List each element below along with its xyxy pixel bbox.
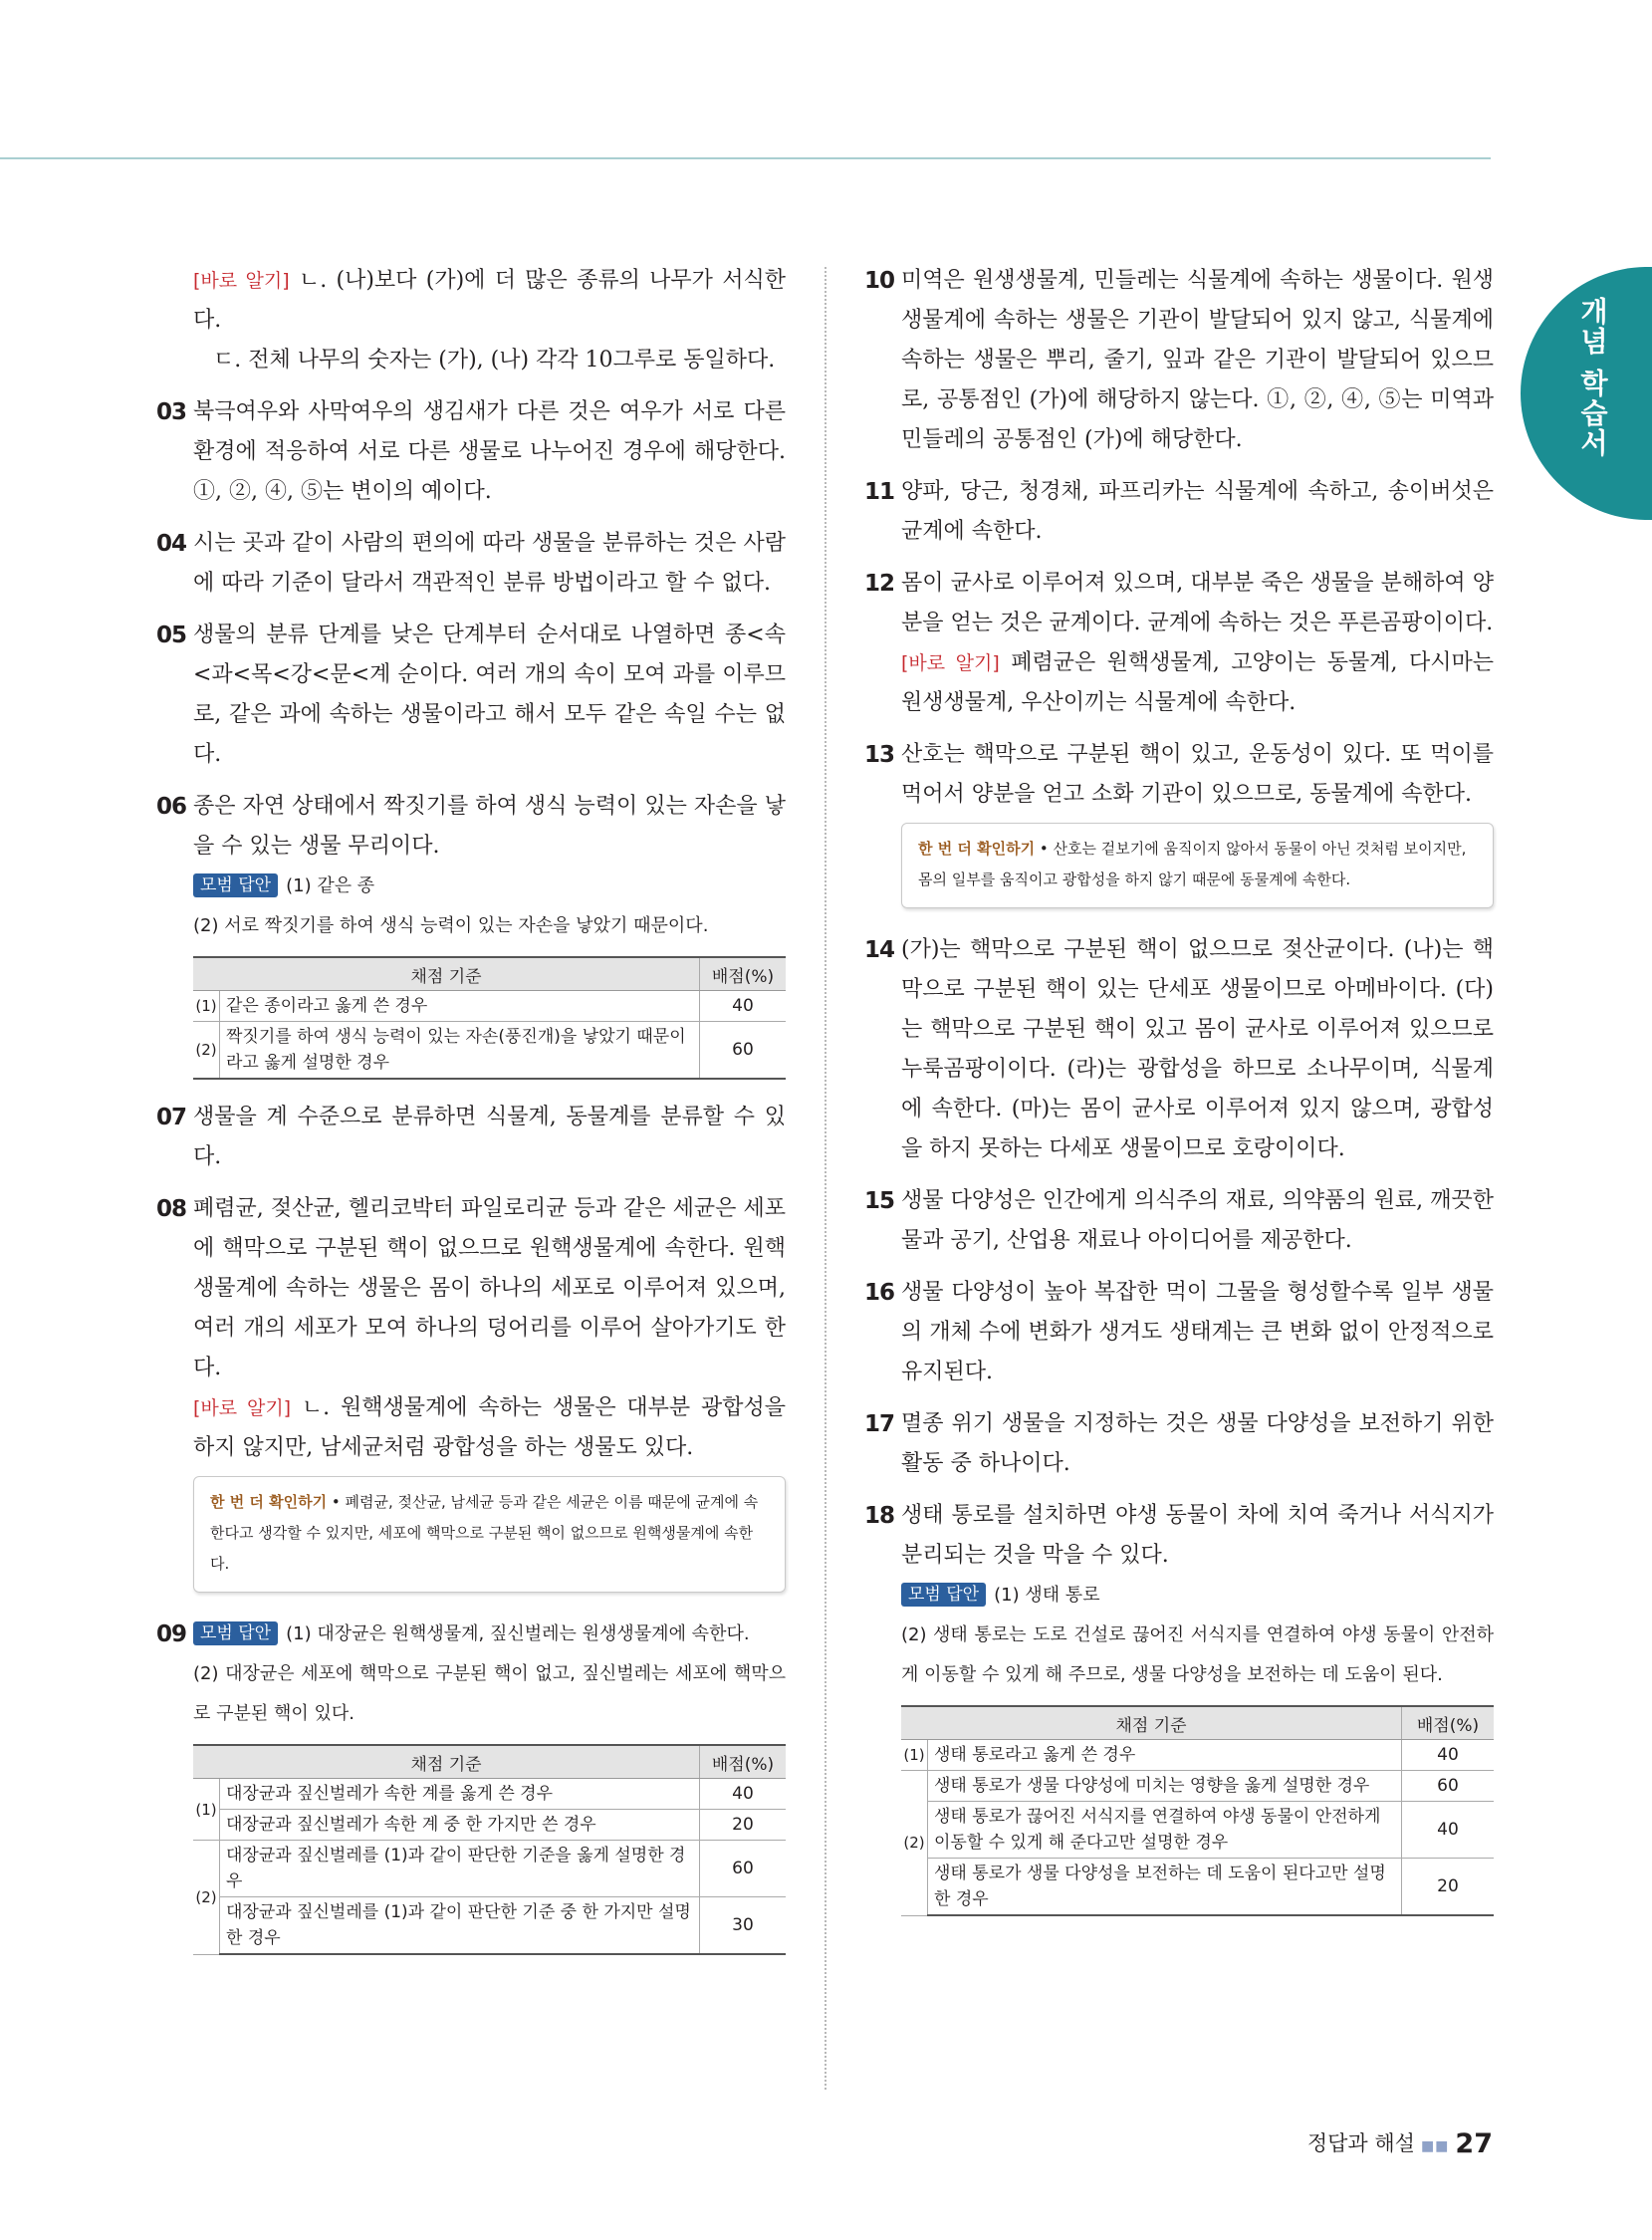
answer-18 <box>864 1496 1494 1695</box>
answer-text: 폐렴균, 젖산균, 헬리코박터 파일로리균 등과 같은 세균은 세포에 핵막으로 구분된 핵이 없으므로 원핵생물계에 속한다. 원핵생물계에 속하는 생물은 몸이 하나의 세포로 이루어져 있으며, 여러 개의 세포가 모여 하나의 덩어리를 이루어 살아가기도 한다. <box>193 1196 786 1380</box>
answer-09 <box>156 1615 786 1734</box>
answer-number: 07 <box>156 1105 187 1130</box>
table-cell: (1) <box>193 991 220 1022</box>
answer-11 <box>864 472 1494 552</box>
intro-text-2: ㄷ. 전체 나무의 숫자는 (가), (나) 각각 10그루로 동일하다. <box>213 348 776 373</box>
left-column <box>156 261 786 1973</box>
check-box-13: 한 번 더 확인하기 • 산호는 겉보기에 움직이지 않아서 동물이 아닌 것처럼 보이지만, 몸의 일부를 움직이고 광합성을 하지 않기 때문에 동물계에 속한다. <box>901 823 1494 908</box>
answer-17 <box>864 1404 1494 1484</box>
answer-07 <box>156 1098 786 1177</box>
column-divider <box>825 267 826 2090</box>
answer-03 <box>156 392 786 512</box>
table-cell: 대장균과 짚신벌레가 속한 계 중 한 가지만 쓴 경우 <box>220 1810 700 1841</box>
answer-text: 몸이 균사로 이루어져 있으며, 대부분 죽은 생물을 분해하여 양분을 얻는 것은 균계이다. 균계에 속하는 것은 푸른곰팡이이다. <box>901 571 1494 635</box>
baro-text: ㄴ. 원핵생물계에 속하는 생물은 대부분 광합성을 하지 않지만, 남세균처럼 광합성을 하는 생물도 있다. <box>193 1395 786 1460</box>
answer-text: 생물 다양성은 인간에게 의식주의 재료, 의약품의 원료, 깨끗한 물과 공기, 산업용 재료나 아이디어를 제공한다. <box>901 1188 1494 1253</box>
answer-14 <box>864 930 1494 1169</box>
table-cell: 40 <box>700 1779 787 1810</box>
table-header: 배점(%) <box>700 957 787 991</box>
table-cell: 60 <box>700 1022 787 1080</box>
answer-number: 13 <box>864 742 895 768</box>
page-footer <box>1307 2127 1493 2159</box>
scoring-table-09 <box>193 1744 786 1955</box>
answer-16 <box>864 1273 1494 1392</box>
side-tab-label: 개념 학습서 <box>1576 297 1609 458</box>
answer-text: 종은 자연 상태에서 짝짓기를 하여 생식 능력이 있는 자손을 낳을 수 있는 생물 무리이다. <box>193 794 786 859</box>
answer-text: 생물을 계 수준으로 분류하면 식물계, 동물계를 분류할 수 있다. <box>193 1105 786 1169</box>
footer-squares-icon: ■■ <box>1420 2138 1450 2154</box>
table-cell: 생태 통로가 끊어진 서식지를 연결하여 야생 동물이 안전하게 이동할 수 있게 해 준다고만 설명한 경우 <box>928 1802 1402 1859</box>
header-rule <box>0 157 1491 159</box>
answer-text: 미역은 원생생물계, 민들레는 식물계에 속하는 생물이다. 원생생물계에 속하는 생물은 기관이 발달되어 있지 않고, 식물계에 속하는 생물은 뿌리, 줄기, 잎과 같은 기관이 발달되어 있으므로, 공통점인 (가)에 해당하지 않는다. ①, ②, ④, ⑤는 미역과 민들레의 공통점인 (가)에 해당한다. <box>901 268 1494 452</box>
table-header: 채점 기준 <box>193 1745 700 1779</box>
answer-text: 생태 통로를 설치하면 야생 동물이 차에 치여 죽거나 서식지가 분리되는 것을 막을 수 있다. <box>901 1503 1494 1568</box>
answer-08 <box>156 1189 786 1468</box>
model-answer-tag: 모범 답안 <box>193 1621 278 1645</box>
table-cell: 대장균과 짚신벌레를 (1)과 같이 판단한 기준 중 한 가지만 설명한 경우 <box>220 1897 700 1955</box>
table-header: 채점 기준 <box>901 1706 1402 1740</box>
model-answer-tag: 모범 답안 <box>901 1583 986 1607</box>
answer-number: 12 <box>864 571 895 597</box>
answer-number: 03 <box>156 399 187 425</box>
side-tab <box>1521 267 1652 520</box>
answer-text: 북극여우와 사막여우의 생김새가 다른 것은 여우가 서로 다른 환경에 적응하여 서로 다른 생물로 나누어진 경우에 해당한다. ①, ②, ④, ⑤는 변이의 예이다. <box>193 399 786 504</box>
answer-text: 생물 다양성이 높아 복잡한 먹이 그물을 형성할수록 일부 생물의 개체 수에 변화가 생겨도 생태계는 큰 변화 없이 안정적으로 유지된다. <box>901 1280 1494 1384</box>
answer-number: 08 <box>156 1196 187 1222</box>
table-cell: (2) <box>901 1771 928 1916</box>
answer-number: 16 <box>864 1280 895 1306</box>
answer-04 <box>156 524 786 604</box>
answer-number: 15 <box>864 1188 895 1214</box>
answer-text: 양파, 당근, 청경채, 파프리카는 식물계에 속하고, 송이버섯은 균계에 속한다. <box>901 479 1494 544</box>
table-cell: 생태 통로가 생물 다양성에 미치는 영향을 옳게 설명한 경우 <box>928 1771 1402 1802</box>
table-cell: 40 <box>1402 1740 1495 1771</box>
answer-number: 06 <box>156 794 187 820</box>
answer-text: 생물의 분류 단계를 낮은 단계부터 순서대로 나열하면 종<속<과<목<강<문<계 순이다. 여러 개의 속이 모여 과를 이루므로, 같은 과에 속하는 생물이라고 해서 모두 같은 속일 수는 없다. <box>193 622 786 767</box>
baro-text: 폐렴균은 원핵생물계, 고양이는 동물계, 다시마는 원생생물계, 우산이끼는 식물계에 속한다. <box>901 650 1494 715</box>
check-box-title: 한 번 더 확인하기 <box>918 840 1036 858</box>
table-cell: 30 <box>700 1897 787 1955</box>
answer-12 <box>864 564 1494 723</box>
answer-10 <box>864 261 1494 460</box>
answer-05 <box>156 616 786 775</box>
baro-label: [바로 알기] <box>193 1397 292 1419</box>
model-answer-tag: 모범 답안 <box>193 873 278 897</box>
answer-text: (가)는 핵막으로 구분된 핵이 없으므로 젖산균이다. (나)는 핵막으로 구분된 핵이 있는 단세포 생물이므로 아메바이다. (다)는 핵막으로 구분된 핵이 있고 몸이 균사로 이루어져 있으므로 누룩곰팡이이다. (라)는 광합성을 하므로 소나무이며, 식물계에 속한다. (마)는 몸이 균사로 이루어져 있지 않으며, 광합성을 하지 못하는 다세포 생물이므로 호랑이이다. <box>901 937 1494 1161</box>
table-header: 배점(%) <box>1402 1706 1495 1740</box>
model-answer-2: (2) 대장균은 세포에 핵막으로 구분된 핵이 없고, 짚신벌레는 세포에 핵막으로 구분된 핵이 있다. <box>193 1663 786 1724</box>
table-cell: (1) <box>901 1740 928 1771</box>
model-answer-1: (1) 같은 종 <box>286 875 375 896</box>
scoring-table-06 <box>193 956 786 1080</box>
table-cell: 생태 통로라고 옳게 쓴 경우 <box>928 1740 1402 1771</box>
table-cell: 대장균과 짚신벌레가 속한 계를 옳게 쓴 경우 <box>220 1779 700 1810</box>
intro-block <box>156 261 786 380</box>
page-number: 27 <box>1455 2128 1493 2159</box>
table-header: 배점(%) <box>700 1745 787 1779</box>
answer-text: 멸종 위기 생물을 지정하는 것은 생물 다양성을 보전하기 위한 활동 중 하나이다. <box>901 1411 1494 1476</box>
answer-number: 04 <box>156 531 187 557</box>
check-box-text: 산호는 겉보기에 움직이지 않아서 동물이 아닌 것처럼 보이지만, 몸의 일부를 움직이고 광합성을 하지 않기 때문에 동물계에 속한다. <box>918 840 1467 888</box>
footer-label: 정답과 해설 <box>1306 2131 1415 2155</box>
answer-number: 17 <box>864 1411 895 1437</box>
table-cell: (2) <box>193 1841 220 1955</box>
answer-number: 09 <box>156 1621 187 1647</box>
model-answer-2: (2) 생태 통로는 도로 건설로 끊어진 서식지를 연결하여 야생 동물이 안전하게 이동할 수 있게 해 주므로, 생물 다양성을 보전하는 데 도움이 된다. <box>901 1624 1494 1685</box>
model-answer-1: (1) 생태 통로 <box>994 1585 1100 1606</box>
model-answer-2: (2) 서로 짝짓기를 하여 생식 능력이 있는 자손을 낳았기 때문이다. <box>193 915 709 936</box>
table-cell: 20 <box>1402 1859 1495 1916</box>
table-header: 채점 기준 <box>193 957 700 991</box>
table-cell: 20 <box>700 1810 787 1841</box>
table-cell: 40 <box>700 991 787 1022</box>
table-cell: 40 <box>1402 1802 1495 1859</box>
answer-13 <box>864 735 1494 815</box>
intro-text-1: ㄴ. (나)보다 (가)에 더 많은 종류의 나무가 서식한다. <box>193 268 787 333</box>
answer-number: 10 <box>864 268 895 294</box>
answer-15 <box>864 1181 1494 1261</box>
table-cell: 같은 종이라고 옳게 쓴 경우 <box>220 991 700 1022</box>
table-cell: 60 <box>700 1841 787 1897</box>
scoring-table-18 <box>901 1705 1494 1916</box>
answer-text: 시는 곳과 같이 사람의 편의에 따라 생물을 분류하는 것은 사람에 따라 기준이 달라서 객관적인 분류 방법이라고 할 수 없다. <box>193 531 786 596</box>
table-cell: 대장균과 짚신벌레를 (1)과 같이 판단한 기준을 옳게 설명한 경우 <box>220 1841 700 1897</box>
baro-label: [바로 알기] <box>901 652 1000 674</box>
answer-number: 11 <box>864 479 895 505</box>
check-box-08: 한 번 더 확인하기 • 폐렴균, 젖산균, 남세균 등과 같은 세균은 이름 때문에 균계에 속한다고 생각할 수 있지만, 세포에 핵막으로 구분된 핵이 없으므로 원핵생물계에 속한다. <box>193 1476 786 1593</box>
table-cell: (1) <box>193 1779 220 1841</box>
answer-number: 05 <box>156 622 187 648</box>
model-answer-1: (1) 대장균은 원핵생물계, 짚신벌레는 원생생물계에 속한다. <box>286 1623 750 1644</box>
table-cell: 60 <box>1402 1771 1495 1802</box>
table-cell: 생태 통로가 생물 다양성을 보전하는 데 도움이 된다고만 설명한 경우 <box>928 1859 1402 1916</box>
check-box-title: 한 번 더 확인하기 <box>210 1493 328 1511</box>
answer-number: 18 <box>864 1503 895 1529</box>
answer-text: 산호는 핵막으로 구분된 핵이 있고, 운동성이 있다. 또 먹이를 먹어서 양분을 얻고 소화 기관이 있으므로, 동물계에 속한다. <box>901 742 1494 807</box>
baro-label: [바로 알기] <box>193 270 290 292</box>
check-box-text: 폐렴균, 젖산균, 남세균 등과 같은 세균은 이름 때문에 균계에 속한다고 생각할 수 있지만, 세포에 핵막으로 구분된 핵이 없으므로 원핵생물계에 속한다. <box>210 1493 759 1573</box>
table-cell: 짝짓기를 하여 생식 능력이 있는 자손(풍진개)을 낳았기 때문이라고 옳게 설명한 경우 <box>220 1022 700 1080</box>
table-cell: (2) <box>193 1022 220 1080</box>
answer-06 <box>156 787 786 946</box>
answer-number: 14 <box>864 937 895 963</box>
right-column <box>864 261 1494 1934</box>
